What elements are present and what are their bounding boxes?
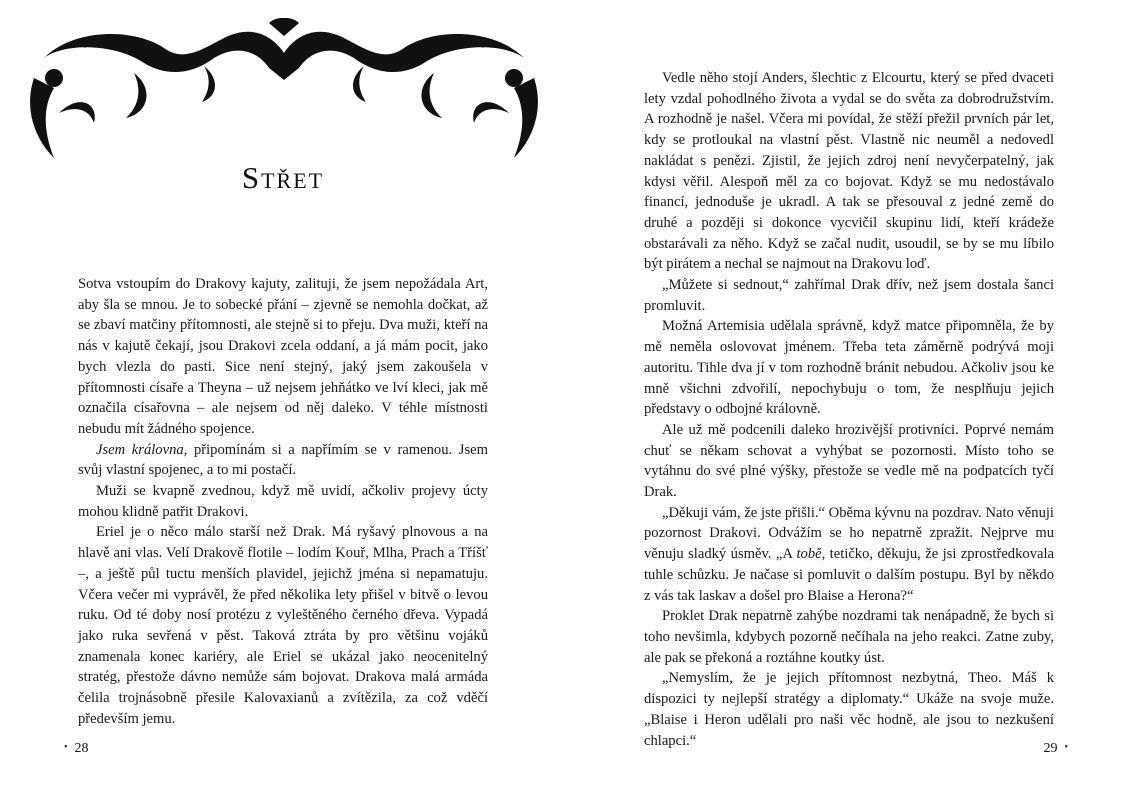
page-number-right — [1043, 741, 1068, 757]
chapter-title: Střet — [241, 160, 325, 195]
folio-marker: • — [1064, 742, 1068, 753]
paragraph: „Můžete si sednout,“ zahřímal Drak dřív, než jsem dostala šanci promluvit. — [644, 277, 1054, 314]
paragraph: Ale už mě podcenili daleko hrozivější protivníci. Poprvé nemám chuť se někam schovat a vyhýbat se pozornosti. Místo toho se vytáhnu do své plné výšky, přestože se vedle mě na podpatcích tyčí Drak. — [644, 421, 1054, 501]
italic-text: Jsem královna, — [96, 441, 188, 458]
paragraph — [78, 440, 488, 481]
paragraph: Muži se kvapně zvednou, když mě uvidí, ačkoliv projevy úcty mohou klidně patřit Drakovi. — [78, 483, 488, 520]
page-number: 28 — [74, 741, 89, 756]
paragraph-text: připomínám si a napřímím se v ramenou. Jsem svůj vlastní spojenec, a to mi postačí. — [78, 441, 488, 479]
italic-text: tobě — [796, 546, 822, 563]
right-page-body — [644, 68, 1054, 751]
right-page — [566, 0, 1132, 800]
paragraph-text: „Děkuji vám, že jste přišli.“ Oběma kývnu na pozdrav. Nato věnuji pozornost Drakovi. Odvážím se ho nepatrně zpražit. Nejprve mu věnuju sladký úsměv. „A — [644, 504, 1054, 563]
paragraph-text: , tetičko, děkuju, že jsi zprostředkovala tuhle schůzku. Je načase si pomluvit o dalším postupu. Byl by někdo z vás tak laskav a došel pro Blaise a Herona?“ — [644, 546, 1054, 604]
paragraph: Vedle něho stojí Anders, šlechtic z Elcourtu, který se před dvaceti lety vzdal pohodlného života a vydal se do světa za dobrodružstvím. A rozhodně je našel. Včera mi povídal, že stěží přežil prvních pár let, kdy se protloukal na vlastní pěst. Vlastně nic neuměl a nedovedl nakládat s penězi. Zjistil, že jejich zdroj není nevyčerpatelný, jak kdysi věřil. Alespoň měl za co bojovat. Když se mu nedostávalo financí, jednoduše je ukradl. A tak se přesouval z jedné země do druhé a později si dokonce vycvičil skupinu lidí, kteří krádeže obstarávali za něho. Když se začal nudit, usoudil, se by se mu líbilo být pirátem a nechal se najmout na Drakovu loď. — [644, 70, 1054, 273]
paragraph: Proklet Drak nepatrně zahýbe nozdrami tak nenápadně, že bych si toho nevšimla, kdybych pozorně nečíhala na jeho reakci. Zatne zuby, ale pak se překoná a roztáhne koutky úst. — [644, 608, 1054, 666]
page-number: 29 — [1043, 741, 1058, 756]
folio-marker: • — [64, 742, 68, 753]
page-number-left — [64, 741, 89, 757]
left-page-body — [78, 274, 488, 729]
paragraph: Eriel je o něco málo starší než Drak. Má ryšavý plnovous a na hlavě ani vlas. Velí Drakově flotile – lodím Kouř, Mlha, Prach a Tříšť –, a ještě půl tuctu menších plavidel, jejichž jména si nepamatuju. Včera večer mi vyprávěl, že před několika lety přišel v bitvě o levou ruku. Od té doby nosí protézu z vyleštěného černého dřeva. Vypadá jako ruka sevřená v pěst. Taková ztráta by pro většinu vojáků znamenala konec kariéry, ale Eriel se ukázal jako neocenitelný stratég, přestože dávno nemůže sám bojovat. Drakova malá armáda čelila trojnásobně přesile Kalovaxianů a zvítězila, za což vděčí především jemu. — [78, 524, 488, 727]
paragraph: Sotva vstoupím do Drakovy kajuty, zalituji, že jsem nepožádala Art, aby šla se mnou. Je to sobecké přání – zjevně se nemohla dočkat, až se zbaví matčiny přítomnosti, ale stejně si to přeju. Dva muži, kteří na nás v kajutě čekají, jsou Drakovi zcela oddaní, a já mám pocit, jako bych vlezla do pasti. Sice není stejný, jaký jsem zakoušela v přítomnosti císaře a Theyna – už nejsem jehňátko ve lví kleci, jak mě označila císařovna – ale nejsem od něj daleko. V téhle místnosti nebudu mít žádného spojence. — [78, 276, 488, 437]
paragraph — [644, 503, 1054, 607]
ornamental-flourish-icon — [14, 18, 554, 178]
paragraph: Možná Artemisia udělala správně, když matce připomněla, že by mě neměla oslovovat jménem. Třeba teta záměrně podrývá moji autoritu. Tihle dva jí v tom rozhodně bránit nebudou. Ačkoliv jsou ke mně všichni zdvořilí, nepochybuju o tom, že nesplňuju jejich představy o odbojné královně. — [644, 318, 1054, 418]
paragraph: „Nemyslím, že je jejich přítomnost nezbytná, Theo. Máš k dispozici ty nejlepší stratégy a diplomaty.“ Ukáže na svoje muže. „Blaise i Heron udělali pro naši věc hodně, ale jsou to nezkušení chlapci.“ — [644, 670, 1054, 749]
